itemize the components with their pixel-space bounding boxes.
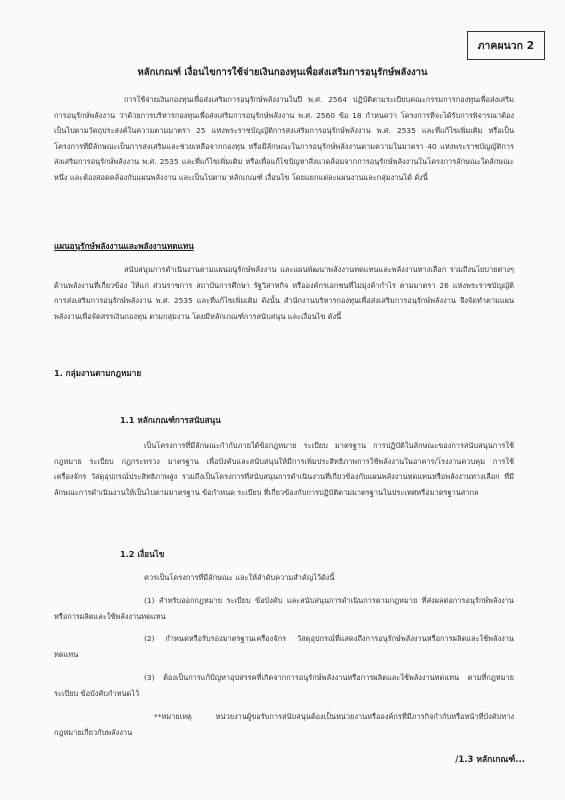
group-heading: 1. กลุ่มงานตามกฎหมาย — [54, 368, 142, 378]
condition-2: (2) กำหนดหรือรับรองมาตรฐานเครื่องจักร วัสดุอุปกรณ์ที่แสดงถึงการอนุรักษ์พลังงานหรือการผลิตและใช้พลังงานทดแทน — [54, 634, 514, 659]
section-heading: แผนอนุรักษ์พลังงานและพลังงานทดแทน — [54, 241, 194, 251]
subheading-1-2: 1.2 เงื่อนไข — [120, 549, 165, 559]
conditions-intro: ควรเป็นโครงการที่มีลักษณะ และให้ลำดับความสำคัญไว้ดังนี้ — [144, 573, 335, 582]
annex-label: ภาคผนวก 2 — [467, 31, 545, 60]
continuation-footer: /1.3 หลักเกณฑ์... — [455, 755, 525, 765]
subheading-1-1: 1.1 หลักเกณฑ์การสนับสนุน — [120, 415, 221, 425]
paragraph-1-1: เป็นโครงการที่มีลักษณะกำกับภายใต้ข้อกฎหมาย ระเบียบ มาตรฐาน การปฏิบัติในลักษณะของการสนับสนุนการใช้กฎหมาย ระเบียบ กฎกระทรวง มาตรฐาน เพื่อบังคับและสนับสนุนให้มีการเพิ่มประสิทธิภาพการใช้พลังงานในอาคาร/โรงงานควบคุม การใช้เครื่องจักร วัสดุอุปกรณ์ประสิทธิภาพสูง รวมถึงเป็นโครงการที่สนับสนุนการดำเนินงานที่เกี่ยวข้องกับแผนพลังงานทดแทนหรือพลังงานทางเลือก ที่มีลักษณะการดำเนินงานให้เป็นไปตามมาตรฐาน ข้อกำหนด ระเบียบ ที่เกี่ยวข้องกับการปฏิบัติตามมาตรฐานในประเทศหรือมาตรฐานสากล — [54, 441, 514, 497]
intro-paragraph: การใช้จ่ายเงินกองทุนเพื่อส่งเสริมการอนุรักษ์พลังงานในปี พ.ศ. 2564 ปฏิบัติตามระเบียบคณะกรรมการกองทุนเพื่อส่งเสริมการอนุรักษ์พลังงาน ว่าด้วยการบริหารกองทุนเพื่อส่งเสริมการอนุรักษ์พลังงาน พ.ศ. 2560 ข้อ 18 กำหนดว่า โครงการที่จะได้รับการพิจารณาต้องเป็นไปตามวัตถุประสงค์ในความตามมาตรา 25 แห่งพระราชบัญญัติการส่งเสริมการอนุรักษ์พลังงาน พ.ศ. 2535 และที่แก้ไขเพิ่มเติม หรือเป็นโครงการที่มีลักษณะเป็นการส่งเสริมและช่วยเหลือจากกองทุน หรือมีลักษณะในการอนุรักษ์พลังงานตามความในมาตรา 40 แห่งพระราชบัญญัติการส่งเสริมการอนุรักษ์พลังงาน พ.ศ. 2535 และที่แก้ไขเพิ่มเติม หรือเพื่อแก้ไขปัญหาสิ่งแวดล้อมจากการอนุรักษ์พลังงานในโครงการลักษณะใดลักษณะหนึ่ง และต้องสอดคล้องกับแผนพลังงาน และเป็นไปตาม หลักเกณฑ์ เงื่อนไข โดยแยกแต่ละแผนงานและกลุ่มงานได้ ดังนี้ — [54, 95, 514, 182]
condition-1: (1) สำหรับออกกฎหมาย ระเบียบ ข้อบังคับ และสนับสนุนการดำเนินการตามกฎหมาย ที่ส่งผลต่อการอนุรักษ์พลังงานหรือการผลิตและใช้พลังงานทดแทน — [54, 596, 514, 621]
section-paragraph: สนับสนุนการดำเนินงานตามแผนอนุรักษ์พลังงาน และแผนพัฒนาพลังงานทดแทนและพลังงานทางเลือก รวมถึงนโยบายต่างๆ ด้านพลังงานที่เกี่ยวข้อง ให้แก่ ส่วนราชการ สถาบันการศึกษา รัฐวิสาหกิจ หรือองค์กรเอกชนที่ไม่มุ่งค้ากำไร ตามมาตรา 26 แห่งพระราชบัญญัติการส่งเสริมการอนุรักษ์พลังงาน พ.ศ. 2535 และที่แก้ไขเพิ่มเติม ดังนั้น สำนักงานบริหารกองทุนเพื่อส่งเสริมการอนุรักษ์พลังงาน จึงจัดทำตามแผนพลังงานเพื่อจัดสรรเงินกองทุน ตามกลุ่มงาน โดยมีหลักเกณฑ์การสนับสนุน และเงื่อนไข ดังนี้ — [54, 265, 514, 321]
condition-3: (3) ต้องเป็นการแก้ปัญหาอุปสรรคที่เกิดจากการอนุรักษ์พลังงานหรือการผลิตและใช้พลังงานทดแทน ตามที่กฎหมาย ระเบียบ ข้อบังคับกำหนดไว้ — [54, 673, 514, 698]
note: **หมายเหตุ หน่วยงานผู้ขอรับการสนับสนุนต้องเป็นหน่วยงานหรือองค์กรที่มีภารกิจกำกับหรือหน้าที่บังคับทางกฎหมายเกี่ยวกับพลังงาน — [54, 712, 514, 737]
document-title: หลักเกณฑ์ เงื่อนไขการใช้จ่ายเงินกองทุนเพื่อส่งเสริมการอนุรักษ์พลังงาน — [137, 67, 428, 78]
